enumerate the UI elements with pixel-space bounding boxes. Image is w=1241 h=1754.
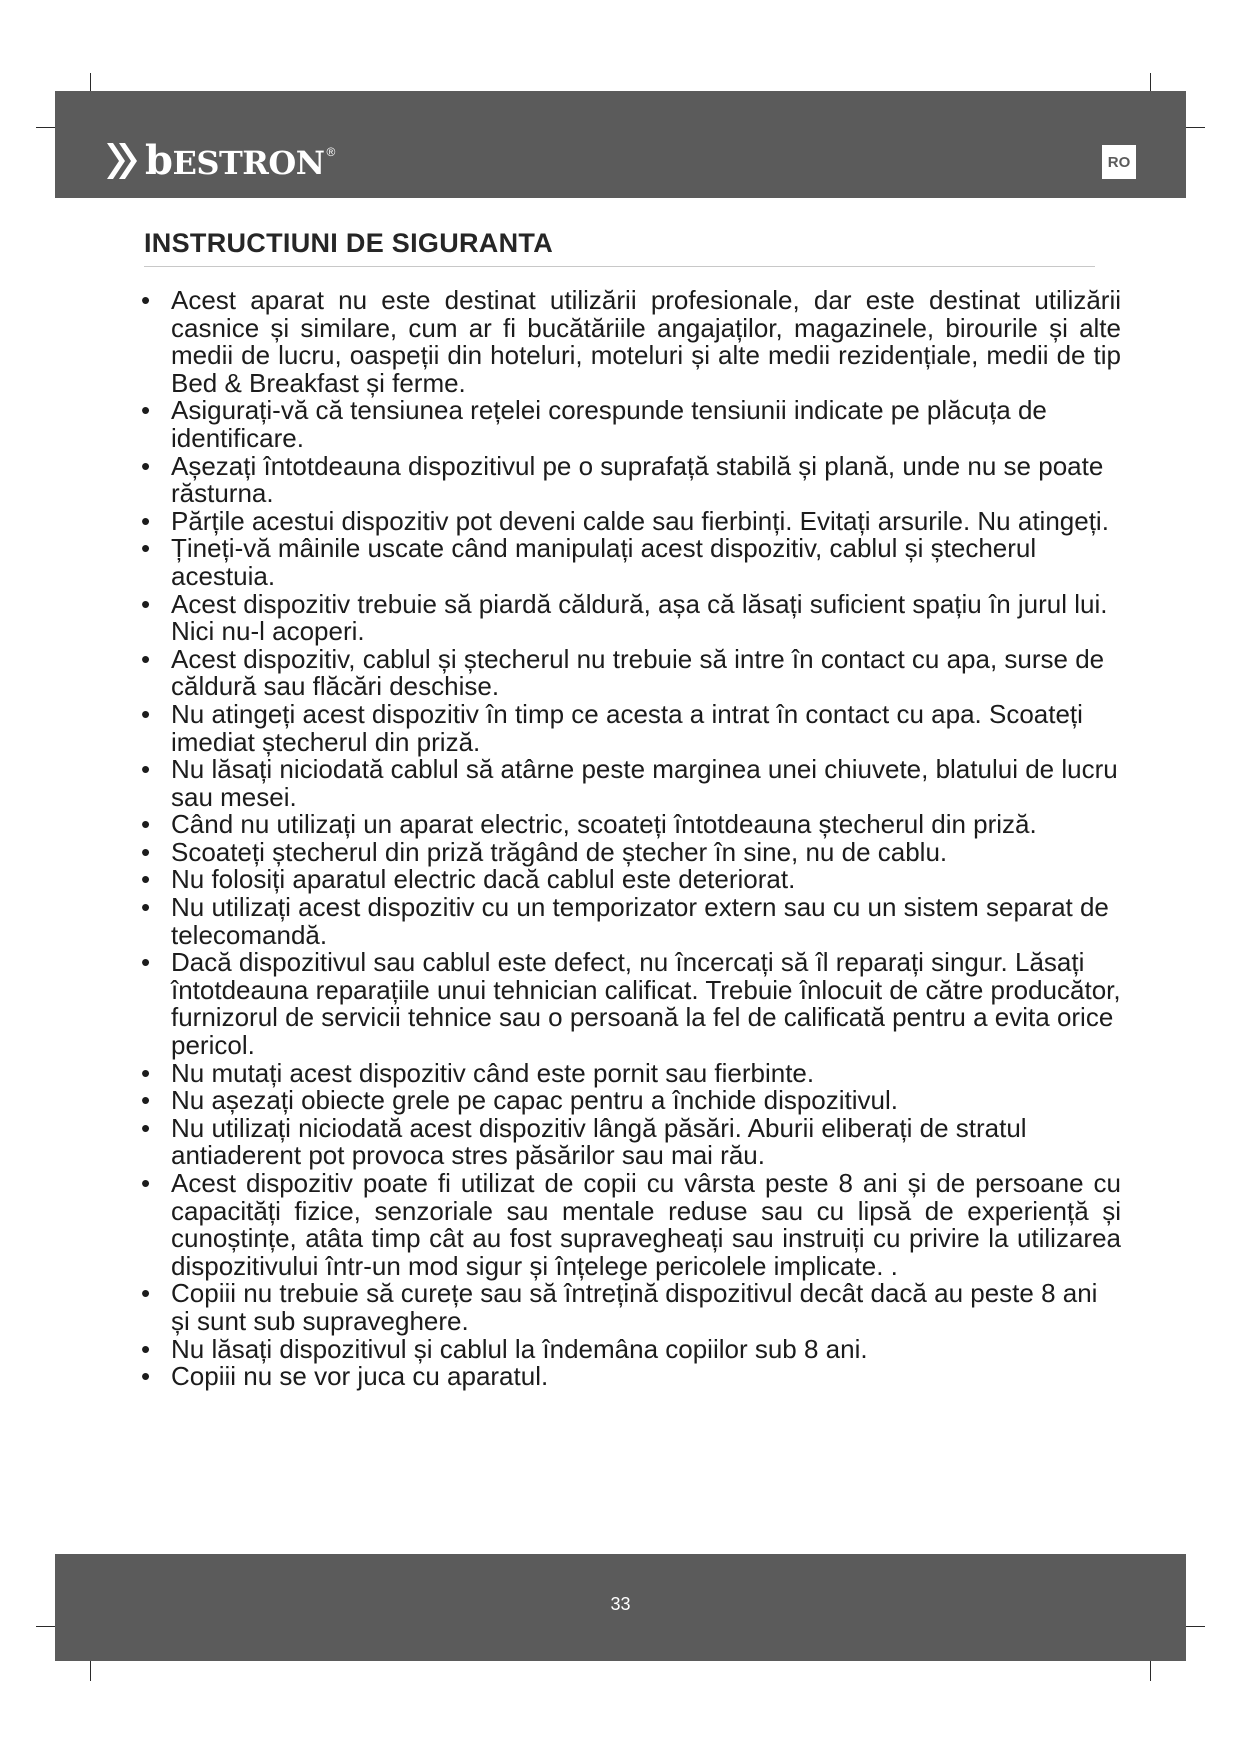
list-item — [141, 1057, 1121, 1088]
bullet: • — [141, 1085, 151, 1116]
list-item-text: Asigurați-vă că tensiunea rețelei corespunde tensiunii indicate pe plăcuța de identificare. — [171, 395, 1047, 453]
list-item-text: Nu utilizați niciodată acest dispozitiv lângă păsări. Aburii eliberați de stratul antiaderent pot provoca stres păsărilor sau mai rău. — [171, 1112, 1027, 1171]
list-item — [141, 505, 1121, 536]
list-item — [141, 643, 1121, 702]
list-item — [141, 836, 1121, 867]
list-item — [141, 535, 1121, 590]
list-item-text: Dacă dispozitivul sau cablul este defect, nu încercați să îl reparați singur. Lăsați întotdeauna reparațiile unui tehnician calificat. Trebuie înlocuit de către producător, furnizorul de servicii tehnice sau o persoană la fel de calificată pentru a evita orice pericol. — [171, 947, 1121, 1061]
list-item-text: Acest dispozitiv trebuie să piardă căldură, așa că lăsați suficient spațiu în jurul lui. Nici nu-l acoperi. — [171, 588, 1108, 647]
bullet: • — [141, 809, 151, 840]
bullet: • — [141, 395, 151, 426]
section-title: INSTRUCTIUNI DE SIGURANTA — [144, 228, 553, 258]
list-item-text: Nu utilizați acest dispozitiv cu un temporizator extern sau cu un sistem separat de telecomandă. — [171, 892, 1109, 950]
brand-rest: ESTRON — [172, 144, 325, 182]
brand-logo — [105, 137, 336, 184]
list-item-text: Nu lăsați dispozitivul și cablul la îndemâna copiilor sub 8 ani. — [171, 1333, 868, 1364]
bullet: • — [141, 643, 151, 674]
list-item — [141, 450, 1121, 509]
header-bar — [55, 91, 1186, 198]
list-item — [141, 1087, 1121, 1115]
list-item-text: Acest aparat nu este destinat utilizării profesionale, dar este destinat utilizării casnice și similare, cum ar fi bucătăriile angajaților, magazinele, birourile și alte medii de lucru, oaspeții din hoteluri, moteluri și alte medii rezidențiale, medii de tip Bed & Breakfast și ferme. — [171, 285, 1121, 398]
list-item-text: Acest dispozitiv poate fi utilizat de copii cu vârsta peste 8 ani și de persoane cu capacități fizice, senzoriale sau mentale reduse sau cu lipsă de experiență și cunoștințe, atâta timp cât au fost supravegheați sau instruiți cu privire la utilizarea dispozitivului într-un mod sigur și înțelege pericolele implicate. . — [171, 1168, 1121, 1281]
list-item — [141, 1333, 1121, 1364]
bullet: • — [141, 1333, 151, 1364]
list-item — [141, 1112, 1121, 1171]
list-item-text: Copiii nu trebuie să curețe sau să întrețină dispozitivul decât dacă au peste 8 ani și sunt sub supraveghere. — [171, 1278, 1098, 1336]
list-item-text: Nu mutați acest dispozitiv când este pornit sau fierbinte. — [171, 1057, 815, 1088]
bullet: • — [141, 1168, 151, 1198]
bullet: • — [141, 892, 151, 923]
footer-bar — [55, 1554, 1186, 1661]
brand-initial: b — [145, 137, 173, 184]
list-item-text: Nu lăsați niciodată cablul să atârne peste marginea unei chiuvete, blatului de lucru sau mesei. — [171, 754, 1118, 812]
list-item-text: Părțile acestui dispozitiv pot deveni calde sau fierbinți. Evitați arsurile. Nu atingeți. — [171, 505, 1109, 536]
list-item — [141, 397, 1121, 452]
bullet: • — [141, 450, 151, 481]
list-item — [141, 894, 1121, 949]
list-item — [141, 588, 1121, 647]
list-item-text: Acest dispozitiv, cablul și ștecherul nu trebuie să intre în contact cu apa, surse de căldură sau flăcări deschise. — [171, 643, 1105, 702]
title-divider — [144, 266, 1095, 267]
trademark-symbol: ® — [326, 145, 336, 159]
brand-wordmark — [145, 137, 325, 184]
list-item — [141, 698, 1121, 757]
list-item — [141, 756, 1121, 811]
bullet: • — [141, 1112, 151, 1143]
bullet: • — [141, 505, 151, 536]
list-item — [141, 1363, 1121, 1391]
list-item — [141, 1280, 1121, 1335]
bullet: • — [141, 864, 151, 895]
list-item-text: Copiii nu se vor juca cu aparatul. — [171, 1361, 549, 1392]
list-item — [141, 287, 1121, 397]
bullet: • — [141, 588, 151, 619]
list-item — [141, 866, 1121, 894]
bullet: • — [141, 285, 151, 315]
page-number: 33 — [610, 1594, 631, 1614]
list-item-text: Nu atingeți acest dispozitiv în timp ce acesta a intrat în contact cu apa. Scoateți imediat ștecherul din priză. — [171, 698, 1083, 757]
bullet: • — [141, 1361, 151, 1392]
bullet: • — [141, 533, 151, 564]
bullet: • — [141, 754, 151, 785]
list-item-text: Țineți-vă mâinile uscate când manipulați acest dispozitiv, cablul și ștecherul acestuia. — [171, 533, 1037, 591]
bullet: • — [141, 1057, 151, 1088]
bullet: • — [141, 698, 151, 729]
list-item-text: Nu folosiți aparatul electric dacă cablul este deteriorat. — [171, 864, 796, 895]
bullet: • — [141, 1278, 151, 1309]
list-item — [141, 811, 1121, 839]
bullet: • — [141, 947, 151, 978]
list-item-text: Când nu utilizați un aparat electric, scoateți întotdeauna ștecherul din priză. — [171, 809, 1037, 840]
safety-instructions-list — [141, 287, 1121, 1391]
list-item — [141, 1170, 1121, 1280]
bestron-chevron-icon — [105, 141, 139, 181]
list-item-text: Așezați întotdeauna dispozitivul pe o suprafață stabilă și plană, unde nu se poate răsturna. — [171, 450, 1104, 509]
list-item-text: Scoateți ștecherul din priză trăgând de ștecher în sine, nu de cablu. — [171, 836, 948, 867]
bullet: • — [141, 836, 151, 867]
list-item — [141, 949, 1121, 1059]
language-badge: RO — [1102, 145, 1136, 179]
list-item-text: Nu așezați obiecte grele pe capac pentru a închide dispozitivul. — [171, 1085, 898, 1116]
